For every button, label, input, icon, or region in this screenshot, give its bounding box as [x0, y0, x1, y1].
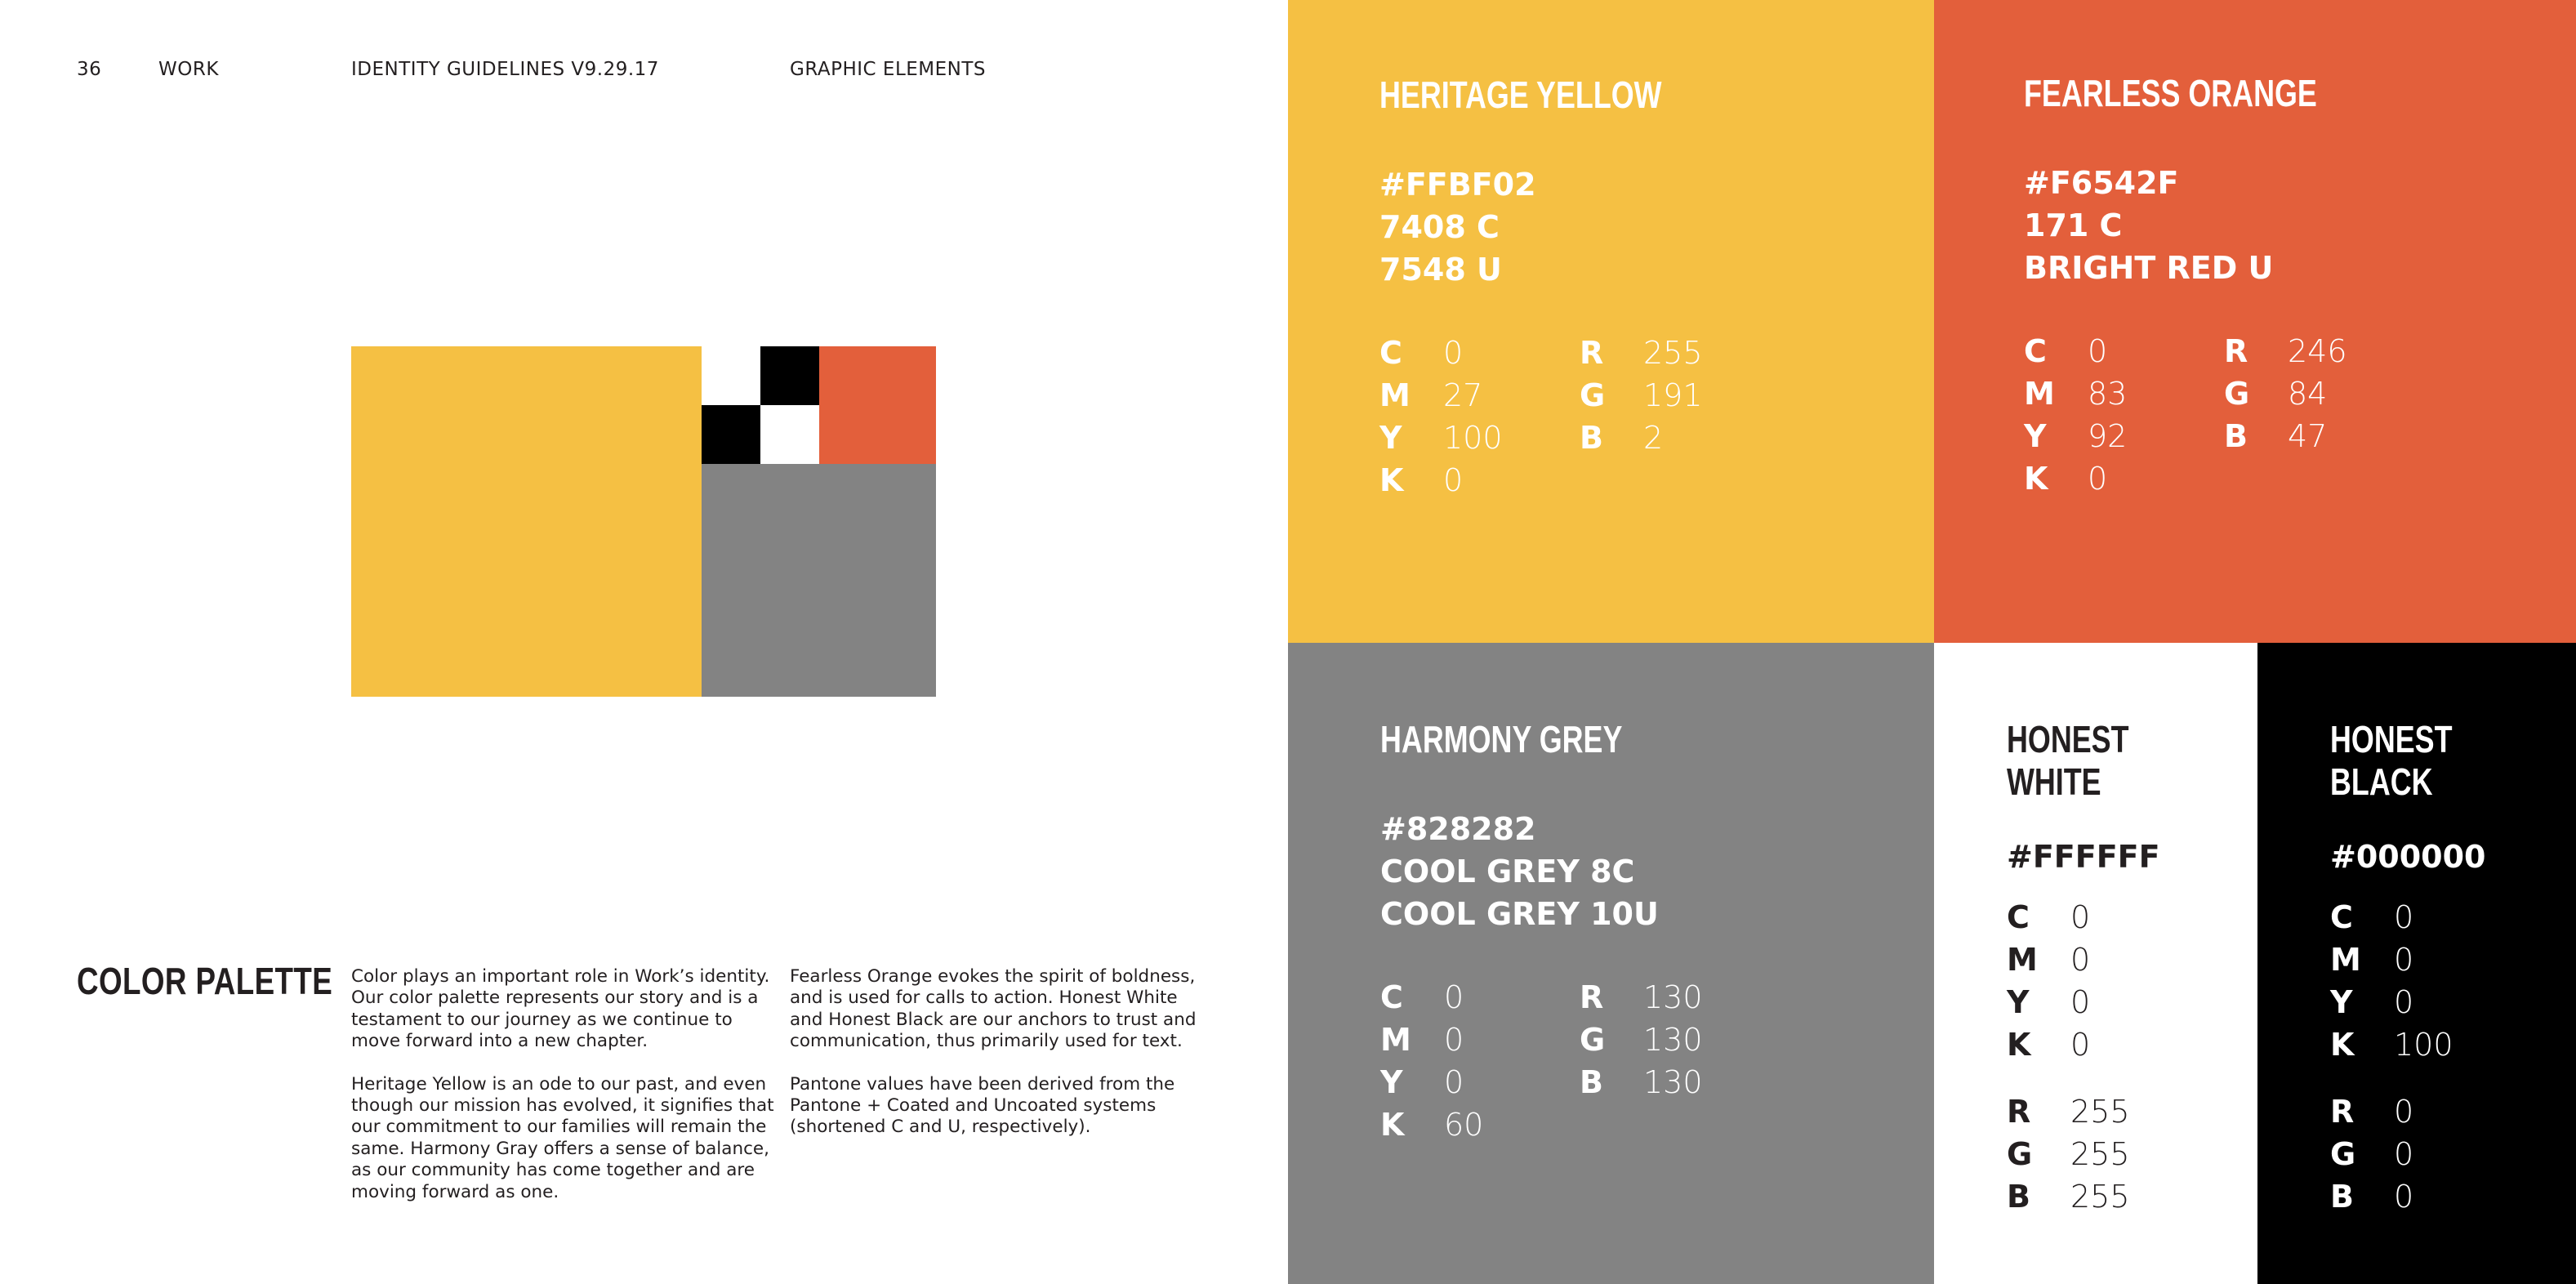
rgb-label: R: [2330, 1094, 2355, 1130]
cmyk-value: 0: [2394, 899, 2414, 935]
hex-code: #828282: [1380, 811, 1536, 847]
cmyk-value: 0: [2070, 942, 2091, 978]
swatch-codes: [1379, 163, 1536, 291]
swatch-fearless-orange: [1934, 0, 2576, 643]
cmyk-value: 0: [2088, 461, 2108, 497]
rgb-label: G: [1580, 377, 1606, 413]
cmyk-label: C: [2024, 333, 2047, 369]
description-column-1: [351, 966, 776, 1224]
cmyk-value: 0: [2070, 1027, 2091, 1063]
rgb-value: 255: [2070, 1136, 2130, 1172]
paragraph: Color plays an important role in Work’s identity. Our color palette represents our story and is a testament to our journey as we continue to move forward into a new chapter.: [351, 966, 770, 1052]
cmyk-value: 0: [1443, 335, 1464, 371]
cmyk-value: 100: [1443, 420, 1503, 456]
rgb-label: B: [2007, 1179, 2030, 1215]
pantone-uncoated: BRIGHT RED U: [2024, 250, 2274, 286]
cmyk-label: Y: [2007, 984, 2030, 1020]
color-palette-title: COLOR PALETTE: [77, 960, 333, 1002]
swatch-name-line: BLACK: [2330, 760, 2433, 803]
pantone-coated: 171 C: [2024, 207, 2123, 243]
rgb-value: 255: [2070, 1094, 2130, 1130]
rgb-label: R: [1580, 979, 1604, 1015]
cmyk-value: 0: [1444, 1022, 1464, 1058]
cmyk-label: M: [2330, 942, 2361, 978]
swatch-name: HARMONY GREY: [1380, 718, 1623, 760]
swatch-name-line: HONEST: [2007, 718, 2129, 760]
cmyk-label: Y: [1380, 1064, 1403, 1100]
rgb-value: 191: [1643, 377, 1703, 413]
cmyk-value: 0: [2394, 984, 2414, 1020]
doc-title: IDENTITY GUIDELINES V9.29.17: [351, 59, 659, 80]
composition-black-cell-1: [760, 346, 819, 405]
cmyk-label: M: [1380, 1022, 1411, 1058]
rgb-values: [2007, 1090, 2130, 1218]
rgb-label: G: [2007, 1136, 2033, 1172]
cmyk-label: Y: [2330, 984, 2353, 1020]
rgb-value: 84: [2288, 376, 2328, 412]
rgb-value: 130: [1643, 1022, 1703, 1058]
cmyk-label: C: [2330, 899, 2353, 935]
cmyk-label: Y: [1379, 420, 1402, 456]
cmyk-value: 100: [2394, 1027, 2453, 1063]
swatch-name-line: HONEST: [2330, 718, 2453, 760]
cmyk-value: 0: [1444, 979, 1464, 1015]
cmyk-values: [1380, 976, 1483, 1146]
cmyk-value: 0: [2394, 942, 2414, 978]
pantone-uncoated: 7548 U: [1379, 252, 1502, 288]
rgb-value: 130: [1643, 1064, 1703, 1100]
rgb-label: B: [1580, 420, 1603, 456]
composition-grey-block: [702, 464, 936, 697]
hex-code: #FFFFFF: [2007, 839, 2160, 875]
cmyk-value: 0: [2088, 333, 2108, 369]
rgb-values: [1580, 332, 1703, 459]
cmyk-label: C: [1379, 335, 1402, 371]
cmyk-label: K: [2007, 1027, 2031, 1063]
rgb-value: 255: [2070, 1179, 2130, 1215]
cmyk-label: C: [1380, 979, 1403, 1015]
swatch-honest-white: [1934, 643, 2257, 1284]
rgb-value: 0: [2394, 1136, 2414, 1172]
section-title: GRAPHIC ELEMENTS: [790, 59, 987, 80]
rgb-values: [2330, 1090, 2413, 1218]
paragraph: Fearless Orange evokes the spirit of boldness, and is used for calls to action. Honest White and Honest Black are our anchors to trust and communication, thus primarily used for text.: [790, 966, 1197, 1052]
rgb-label: R: [1580, 335, 1604, 371]
rgb-label: B: [2330, 1179, 2354, 1215]
rgb-label: B: [2224, 418, 2248, 454]
rgb-value: 246: [2288, 333, 2347, 369]
rgb-value: 255: [1643, 335, 1703, 371]
swatch-name: [2330, 718, 2453, 803]
rgb-label: G: [1580, 1022, 1606, 1058]
page-number: 36: [77, 59, 102, 80]
composition-yellow-block: [351, 346, 702, 697]
swatch-codes: [2024, 162, 2273, 289]
composition-orange-block: [819, 346, 936, 464]
cmyk-values: [2007, 896, 2090, 1066]
rgb-value: 2: [1643, 420, 1664, 456]
swatch-name: HERITAGE YELLOW: [1379, 74, 1662, 116]
cmyk-value: 0: [2070, 899, 2091, 935]
cmyk-value: 0: [2070, 984, 2091, 1020]
rgb-label: R: [2007, 1094, 2031, 1130]
brand-label: WORK: [158, 59, 219, 80]
hex-code: #FFBF02: [1379, 167, 1536, 203]
swatch-harmony-grey: [1288, 643, 1934, 1284]
cmyk-value: 27: [1443, 377, 1483, 413]
cmyk-value: 83: [2088, 376, 2128, 412]
cmyk-label: M: [1379, 377, 1411, 413]
swatch-name: FEARLESS ORANGE: [2024, 72, 2317, 114]
swatch-honest-black: [2257, 643, 2576, 1284]
composition-white-cell-1: [702, 346, 760, 405]
pantone-uncoated: COOL GREY 10U: [1380, 896, 1659, 932]
cmyk-value: 0: [1444, 1064, 1464, 1100]
composition-white-cell-2: [760, 405, 819, 464]
cmyk-label: K: [2024, 461, 2048, 497]
cmyk-value: 60: [1444, 1107, 1484, 1143]
composition-black-cell-2: [702, 405, 760, 464]
rgb-values: [1580, 976, 1703, 1103]
cmyk-values: [1379, 332, 1503, 502]
cmyk-label: K: [1380, 1107, 1405, 1143]
hex-code: #F6542F: [2024, 165, 2179, 201]
rgb-value: 0: [2394, 1094, 2414, 1130]
paragraph: Pantone values have been derived from the Pantone + Coated and Uncoated systems (shortened C and U, respectively).: [790, 1073, 1175, 1138]
cmyk-values: [2330, 896, 2453, 1066]
rgb-label: G: [2330, 1136, 2356, 1172]
paragraph: Heritage Yellow is an ode to our past, and even though our mission has evolved, it signifies that our commitment to our families will remain the same. Harmony Gray offers a sense of balance, as our community has come together and are moving forward as one.: [351, 1073, 774, 1202]
rgb-label: G: [2224, 376, 2250, 412]
cmyk-value: 92: [2088, 418, 2128, 454]
rgb-value: 0: [2394, 1179, 2414, 1215]
cmyk-label: K: [2330, 1027, 2355, 1063]
description-column-2: [790, 966, 1214, 1160]
hex-code: #000000: [2330, 839, 2486, 875]
rgb-values: [2224, 330, 2347, 457]
cmyk-label: C: [2007, 899, 2030, 935]
rgb-label: B: [1580, 1064, 1603, 1100]
cmyk-label: M: [2007, 942, 2038, 978]
pantone-coated: 7408 C: [1379, 209, 1500, 245]
rgb-label: R: [2224, 333, 2248, 369]
rgb-value: 130: [1643, 979, 1703, 1015]
cmyk-values: [2024, 330, 2127, 500]
rgb-value: 47: [2288, 418, 2328, 454]
cmyk-label: K: [1379, 462, 1404, 498]
cmyk-label: Y: [2024, 418, 2047, 454]
swatch-name-line: WHITE: [2007, 760, 2101, 803]
cmyk-value: 0: [1443, 462, 1464, 498]
pantone-coated: COOL GREY 8C: [1380, 854, 1635, 889]
swatch-name: [2007, 718, 2129, 803]
swatch-heritage-yellow: [1288, 0, 1934, 643]
swatch-codes: [1380, 808, 1659, 935]
cmyk-label: M: [2024, 376, 2055, 412]
